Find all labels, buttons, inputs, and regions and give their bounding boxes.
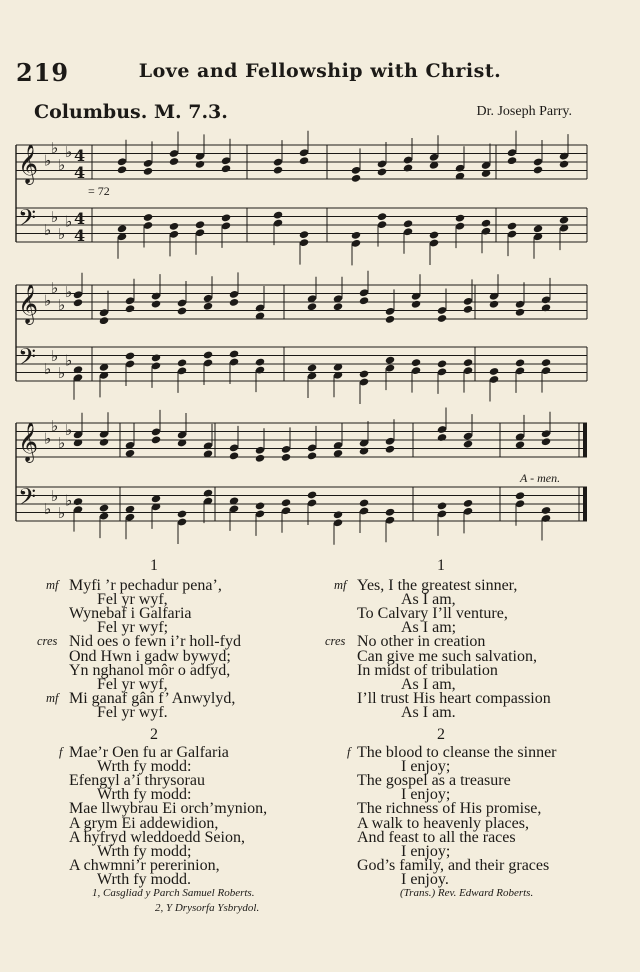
tempo-marking: = 72 — [88, 184, 110, 198]
verse-line: Fel yr wyf, — [97, 591, 168, 609]
flat-sign: ♭ — [65, 212, 73, 231]
note-head — [437, 314, 447, 323]
note-head — [515, 358, 525, 367]
verse-line: As I am, — [401, 675, 456, 693]
note-head — [255, 454, 265, 463]
note-head — [307, 363, 317, 372]
welsh-credit-2: 2, Y Drysorfa Ysbrydol. — [155, 902, 260, 914]
note-head — [403, 164, 413, 173]
note-head — [125, 304, 135, 313]
note-head — [437, 433, 447, 442]
note-head — [377, 167, 387, 176]
flat-sign: ♭ — [65, 143, 73, 161]
note-head — [229, 298, 239, 307]
flat-sign: ♭ — [44, 359, 52, 378]
dynamic-marking: mf — [334, 578, 347, 592]
note-head — [533, 224, 543, 233]
verse-line: Wynebaf i Galfaria — [69, 605, 192, 623]
note-head — [359, 296, 369, 305]
dynamic-marking: f — [347, 745, 351, 759]
verse-line: Mae’r Oen fu ar Galfaria — [69, 744, 229, 761]
note-head — [151, 300, 161, 309]
verse-line: Fel yr wyf. — [97, 703, 168, 721]
verse-line: The blood to cleanse the sinner — [357, 744, 557, 761]
note-head — [125, 351, 135, 360]
note-head — [385, 445, 395, 454]
verse-line: A grym Ei addewidion, — [69, 814, 219, 832]
note-head — [125, 449, 135, 458]
composer-credit: Dr. Joseph Parry. — [476, 104, 572, 119]
note-head — [117, 224, 127, 233]
note-head — [351, 174, 361, 183]
note-head — [385, 508, 395, 517]
note-head — [507, 222, 517, 231]
verse-line: No other in creation — [357, 633, 486, 651]
note-head — [99, 504, 109, 513]
flat-sign: ♭ — [58, 155, 66, 174]
flat-sign: ♭ — [51, 138, 59, 157]
note-head — [541, 303, 551, 312]
verse-line: As I am; — [401, 619, 457, 637]
note-head — [403, 219, 413, 228]
note-head — [151, 353, 161, 362]
verse-line: A walk to heavenly places, — [357, 814, 529, 832]
flat-sign: ♭ — [51, 487, 59, 505]
note-head — [99, 316, 109, 325]
welsh-verse2-number: 2 — [150, 726, 158, 743]
verse-line: Mi ganaf gân f’ Anwylyd, — [69, 689, 236, 707]
note-head — [489, 367, 499, 376]
verse-line: Mae llwybrau Ei orch’mynion, — [69, 800, 268, 818]
time-signature-top: 4 — [74, 146, 86, 165]
verse-line: Wrth fy modd. — [97, 870, 192, 888]
welsh-verse1-number: 1 — [150, 557, 158, 574]
flat-sign: ♭ — [65, 283, 73, 301]
note-head — [221, 164, 231, 173]
note-head — [359, 447, 369, 456]
verse-line: God’s family, and their graces — [357, 856, 550, 874]
dynamic-marking: mf — [46, 690, 59, 705]
note-head — [481, 219, 491, 228]
note-head — [437, 359, 447, 368]
note-head — [73, 497, 83, 506]
note-head — [281, 453, 291, 462]
flat-sign: ♭ — [65, 351, 73, 370]
verse-line: I’ll trust His heart compassion — [357, 689, 551, 707]
verse-line: The richness of His promise, — [357, 800, 542, 818]
verse-line: To Calvary I’ll venture, — [357, 605, 508, 623]
verse-line: I enjoy; — [401, 758, 451, 776]
dynamic-marking: cres — [325, 634, 346, 649]
flat-sign: ♭ — [44, 499, 52, 518]
note-head — [411, 358, 421, 367]
note-head — [169, 157, 179, 166]
note-head — [377, 212, 387, 221]
note-head — [333, 302, 343, 311]
note-head — [177, 510, 187, 519]
verse-line: Ond Hwn i gadw bywyd; — [69, 647, 231, 665]
english-verse2-number: 2 — [437, 726, 445, 743]
english-verse1-number: 1 — [437, 557, 445, 574]
flat-sign: ♭ — [51, 416, 59, 435]
flat-sign: ♭ — [58, 295, 66, 314]
verse-line: Wrth fy modd; — [97, 842, 192, 860]
note-head — [463, 305, 473, 314]
note-head — [255, 501, 265, 510]
note-head — [385, 315, 395, 324]
hymn-title: Love and Fellowship with Christ. — [138, 60, 502, 82]
verse-line: Myfi ’r pechadur pena’, — [69, 577, 222, 594]
note-head — [541, 437, 551, 446]
note-head — [229, 451, 239, 460]
verse-line: Efengyl a’i thrysorau — [69, 772, 205, 790]
verse-line: And feast to all the races — [357, 828, 516, 846]
note-head — [73, 298, 83, 307]
note-head — [169, 222, 179, 231]
note-head — [195, 160, 205, 169]
note-head — [559, 216, 569, 225]
note-head — [455, 214, 465, 223]
verse-line: Yn nghanol môr o adfyd, — [69, 661, 231, 679]
note-head — [541, 506, 551, 515]
english-translation-credit: (Trans.) Rev. Edward Roberts. — [400, 887, 534, 899]
verse-line: Fel yr wyf, — [97, 675, 168, 693]
flat-sign: ♭ — [58, 364, 66, 382]
amen-text: A - men. — [520, 471, 561, 485]
note-head — [299, 230, 309, 239]
hymn-number: 219 — [16, 58, 70, 87]
verse-line: Nid oes o fewn i’r holl-fyd — [69, 633, 241, 651]
verse-line: Yes, I the greatest sinner, — [357, 577, 518, 594]
note-head — [463, 499, 473, 508]
verse-line: Fel yr wyf; — [97, 619, 169, 637]
note-head — [299, 156, 309, 165]
note-head — [429, 231, 439, 240]
note-head — [515, 308, 525, 317]
flat-sign: ♭ — [58, 225, 66, 243]
flat-sign: ♭ — [51, 278, 59, 297]
note-head — [203, 350, 213, 359]
note-head — [463, 440, 473, 449]
time-signature-top: 4 — [74, 209, 86, 228]
note-head — [143, 213, 153, 222]
note-head — [437, 501, 447, 510]
note-head — [307, 451, 317, 460]
note-head — [273, 211, 283, 220]
note-head — [281, 498, 291, 507]
treble-clef: 𝄞 — [18, 422, 39, 462]
verse-line: A chwmni’r pererinion, — [69, 856, 220, 874]
note-head — [203, 302, 213, 311]
verse-line: Wrth fy modd: — [97, 786, 192, 804]
note-head — [177, 358, 187, 367]
note-head — [333, 510, 343, 519]
note-head — [307, 302, 317, 311]
verse-line: As I am. — [401, 703, 456, 721]
flat-sign: ♭ — [51, 347, 59, 365]
flat-sign: ♭ — [65, 421, 73, 439]
note-head — [533, 165, 543, 174]
note-head — [507, 156, 517, 165]
verse-line: I enjoy. — [401, 870, 449, 888]
note-head — [359, 499, 369, 508]
treble-clef: 𝄞 — [18, 144, 39, 184]
note-head — [411, 300, 421, 309]
bass-clef: 𝄢 — [18, 343, 37, 376]
note-head — [359, 370, 369, 379]
verse-line: Wrth fy modd: — [97, 758, 192, 776]
note-head — [489, 300, 499, 309]
note-head — [541, 358, 551, 367]
note-head — [177, 307, 187, 316]
note-head — [255, 358, 265, 367]
note-head — [117, 165, 127, 174]
flat-sign: ♭ — [44, 429, 52, 448]
verse-line: In midst of tribulation — [357, 661, 498, 679]
note-head — [559, 160, 569, 169]
note-head — [151, 435, 161, 444]
verse-line: A hyfryd wleddoedd Seion, — [69, 828, 245, 846]
note-head — [515, 440, 525, 449]
note-head — [385, 356, 395, 365]
time-signature-bottom: 4 — [74, 163, 86, 182]
note-head — [351, 231, 361, 240]
dynamic-marking: f — [59, 745, 63, 759]
tune-name: Columbus. M. 7.3. — [34, 101, 228, 123]
verse-line: Can give me such salvation, — [357, 647, 537, 665]
verse-line: I enjoy; — [401, 842, 451, 860]
flat-sign: ♭ — [58, 433, 66, 452]
note-head — [515, 491, 525, 500]
bass-clef: 𝄢 — [18, 204, 37, 237]
flat-sign: ♭ — [51, 208, 59, 226]
verse-line: As I am, — [401, 591, 456, 609]
note-head — [221, 213, 231, 222]
dynamic-marking: mf — [46, 578, 59, 592]
welsh-credit-1: 1, Casgliad y Parch Samuel Roberts. — [92, 887, 255, 899]
note-head — [463, 358, 473, 367]
note-head — [195, 220, 205, 229]
note-head — [143, 167, 153, 176]
flat-sign: ♭ — [44, 151, 52, 170]
verse-line: The gospel as a treasure — [357, 772, 511, 790]
flat-sign: ♭ — [44, 220, 52, 239]
bass-clef: 𝄢 — [18, 483, 37, 516]
time-signature-bottom: 4 — [74, 226, 86, 245]
treble-clef: 𝄞 — [18, 284, 39, 324]
note-head — [307, 490, 317, 499]
flat-sign: ♭ — [44, 291, 52, 310]
flat-sign: ♭ — [58, 504, 66, 522]
verse-line: I enjoy; — [401, 786, 451, 804]
note-head — [99, 438, 109, 447]
note-head — [229, 350, 239, 359]
note-head — [203, 489, 213, 498]
dynamic-marking: cres — [37, 634, 58, 649]
note-head — [273, 166, 283, 175]
flat-sign: ♭ — [65, 491, 73, 510]
